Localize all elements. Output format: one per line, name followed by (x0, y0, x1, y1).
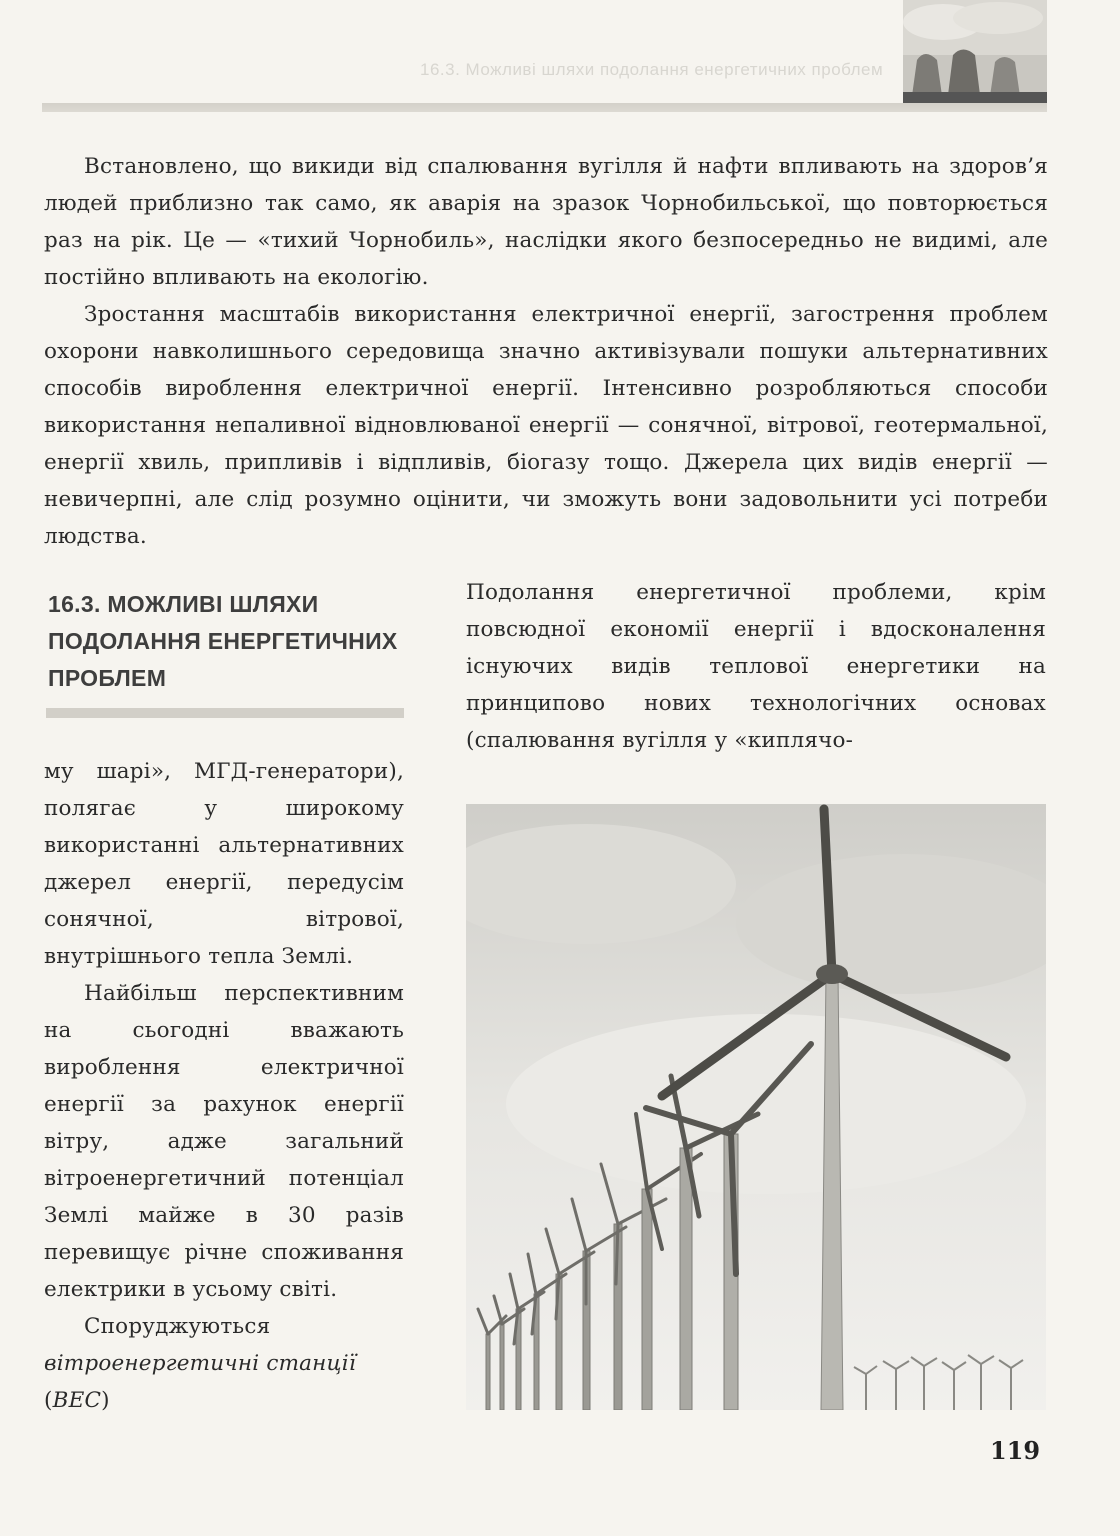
p3-close: ) (101, 1388, 110, 1413)
running-title: 16.3. Можливі шляхи подолання енергетичних проблем (420, 60, 884, 79)
p3-start: Споруджуються (84, 1314, 271, 1339)
header-rule (42, 103, 1047, 112)
left-paragraph-1: му шарі», МГД-генератори), полягає у широкому використанні альтернативних джерел енергії, передусім сонячної, вітрової, внутрішнього тепла Землі. (44, 759, 404, 969)
left-paragraph-3 (44, 1308, 404, 1419)
header-photo-cooling-towers (903, 0, 1047, 103)
section-title: 16.3. МОЖЛИВІ ШЛЯХИ ПОДОЛАННЯ ЕНЕРГЕТИЧНИХ ПРОБЛЕМ (48, 591, 398, 691)
left-paragraph-2: Найбільш перспективним на сьогодні вважають вироблення електричної енергії за рахунок енергії вітру, адже загальний вітроенергетичний потенціал Землі майже в 30 разів перевищує річне споживання електрики в усьому світі. (44, 981, 404, 1302)
section-rule (46, 708, 404, 718)
left-column-text (44, 753, 404, 1419)
intro-paragraph-1: Встановлено, що викиди від спалювання вугілля й нафти впливають на здоров’я людей приблизно так само, як аварія на зразок Чорнобильської, що повторюється раз на рік. Це — «тихий Чорнобиль», наслідки якого безпосередньо не видимі, але постійно впливають на екологію. (44, 154, 1048, 290)
right-column-paragraph: Подолання енергетичної проблеми, крім повсюдної економії енергії і вдосконалення існуючих видів теплової енергетики на принципово нових технологічних основах (спалювання вугілля у «киплячо- (466, 580, 1046, 753)
page-number: 119 (990, 1436, 1041, 1465)
intro-text (44, 148, 1048, 555)
wind-turbines-photo (466, 804, 1046, 1410)
p3-open: ( (44, 1388, 53, 1413)
intro-paragraph-2: Зростання масштабів використання електричної енергії, загострення проблем охорони навколишнього середовища значно активізували пошуки альтернативних способів вироблення електричної енергії. Інтенсивно розробляються способи використання непаливної відновлюваної енергії — сонячної, вітрової, геотермальної, енергії хвиль, припливів і відпливів, біогазу тощо. Джерела цих видів енергії — невичерпні, але слід розумно оцінити, чи зможуть вони задовольнити усі потреби людства. (44, 302, 1048, 549)
term-wind-stations: вітроенергетичні станції (44, 1351, 356, 1376)
right-column-text (466, 574, 1046, 759)
term-abbr: ВЕС (52, 1388, 102, 1413)
